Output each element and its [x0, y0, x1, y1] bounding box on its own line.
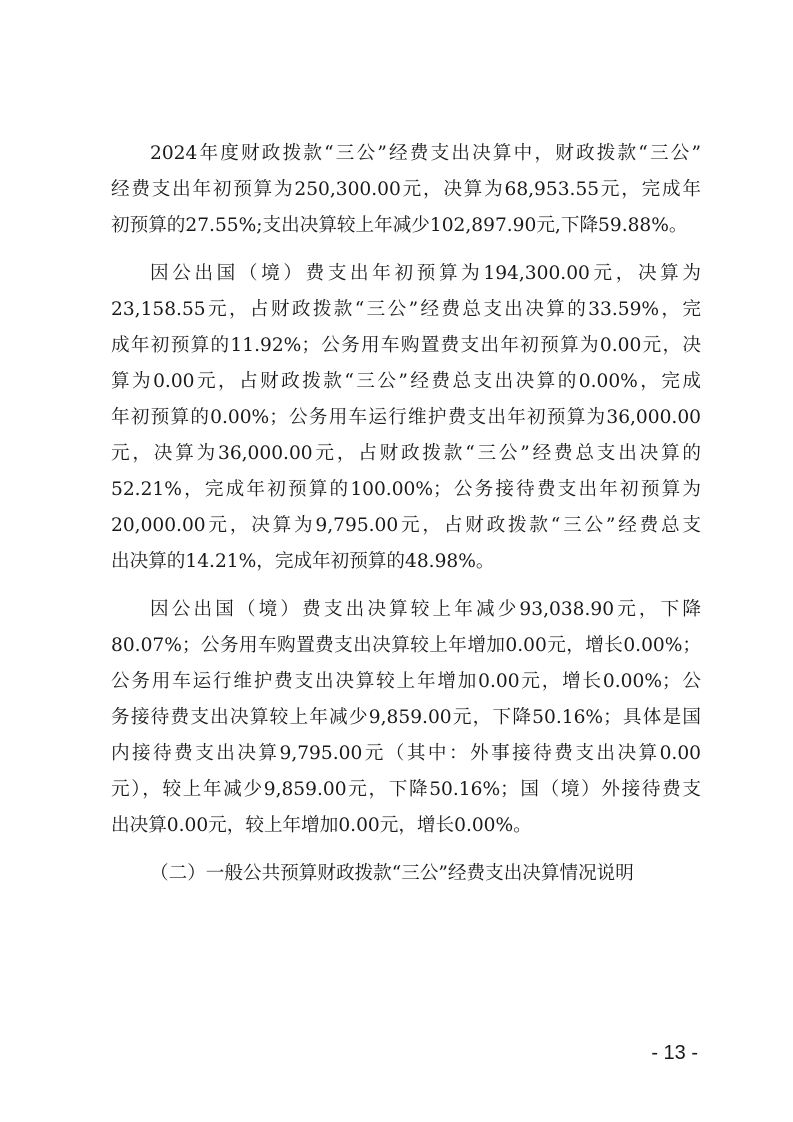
paragraph-2-line-1: 因公出国（境）费支出年初预算为194,300.00元，决算为 [150, 263, 701, 284]
paragraph-2-line-6: 元，决算为36,000.00元，占财政拨款“三公”经费总支出决算的 [111, 443, 701, 464]
page-number: - 13 - [651, 1042, 698, 1064]
paragraph-3-line-1: 因公出国（境）费支出决算较上年减少93,038.90元，下降 [150, 599, 701, 620]
section-heading: （二）一般公共预算财政拨款“三公”经费支出决算情况说明 [150, 863, 634, 884]
paragraph-3-line-7: 出决算0.00元，较上年增加0.00元，增长0.00%。 [111, 815, 532, 836]
paragraph-2-line-4: 算为0.00元，占财政拨款“三公”经费总支出决算的0.00%，完成 [111, 371, 701, 392]
paragraph-3-line-5: 内接待费支出决算9,795.00元（其中：外事接待费支出决算0.00 [111, 743, 701, 764]
paragraph-3-line-6: 元），较上年减少9,859.00元，下降50.16%；国（境）外接待费支 [111, 779, 701, 800]
paragraph-3-line-4: 务接待费支出决算较上年减少9,859.00元，下降50.16%；具体是国 [111, 707, 701, 728]
paragraph-2-line-7: 52.21%，完成年初预算的100.00%；公务接待费支出年初预算为 [111, 479, 701, 500]
paragraph-1-line-2: 经费支出年初预算为250,300.00元，决算为68,953.55元，完成年 [111, 179, 701, 200]
paragraph-2-line-9: 出决算的14.21%，完成年初预算的48.98%。 [111, 551, 495, 572]
paragraph-3-line-2: 80.07%；公务用车购置费支出决算较上年增加0.00元，增长0.00%； [111, 635, 701, 656]
paragraph-2-line-3: 成年初预算的11.92%；公务用车购置费支出年初预算为0.00元，决 [111, 335, 701, 356]
paragraph-2-line-8: 20,000.00元，决算为9,795.00元，占财政拨款“三公”经费总支 [111, 515, 701, 536]
paragraph-2-line-5: 年初预算的0.00%；公务用车运行维护费支出年初预算为36,000.00 [111, 407, 701, 428]
paragraph-1-line-3: 初预算的27.55%;支出决算较上年减少102,897.90元,下降59.88%。 [111, 215, 688, 236]
paragraph-2-line-2: 23,158.55元，占财政拨款“三公”经费总支出决算的33.59%，完 [111, 299, 701, 320]
paragraph-1-line-1: 2024年度财政拨款“三公”经费支出决算中，财政拨款“三公” [150, 143, 701, 164]
paragraph-3-line-3: 公务用车运行维护费支出决算较上年增加0.00元，增长0.00%；公 [111, 671, 701, 692]
